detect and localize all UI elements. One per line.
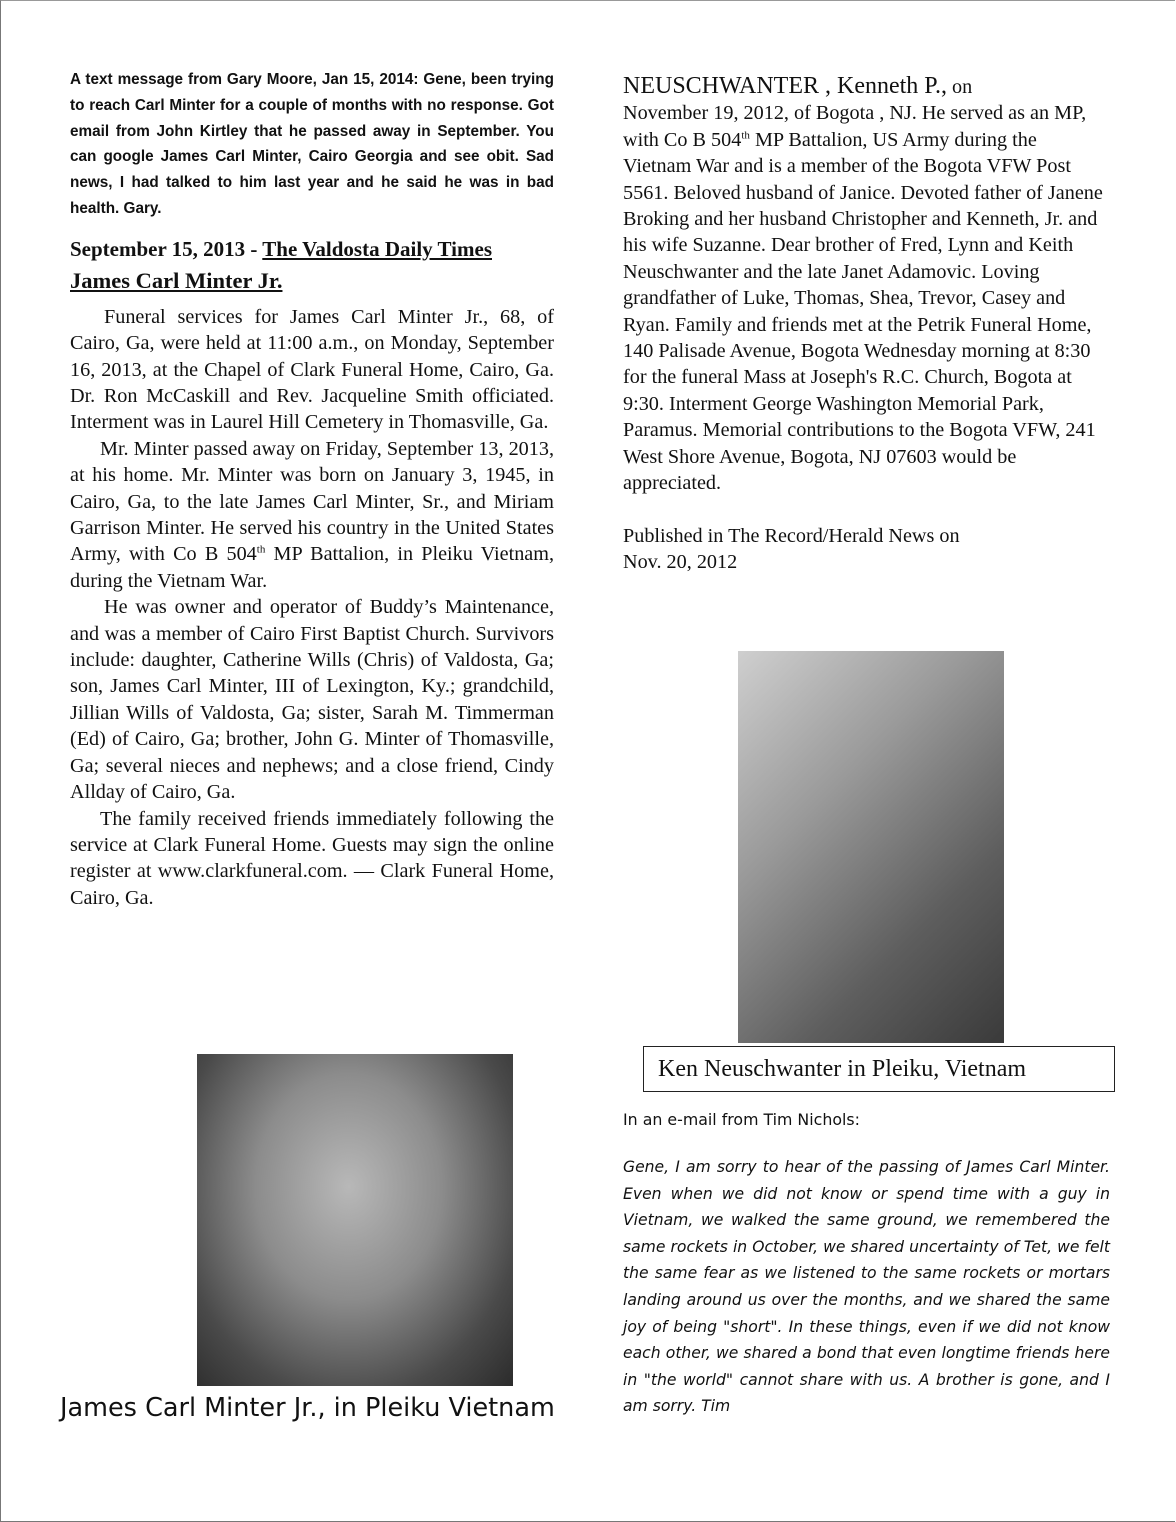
obit-source-line (70, 236, 554, 262)
obit-paragraph: Funeral services for James Carl Minter Jr., 68, of Cairo, Ga, were held at 11:00 a.m., on Monday, September 16, 2013, at the Chapel of Clark Funeral Home, Cairo, Ga. Dr. Ron McCaskill and Rev. Jacqueline Smith officiated. Interment was in Laurel Hill Cemetery in Thomasville, Ga. (70, 305, 554, 434)
obit-title: James Carl Minter Jr. (70, 267, 283, 293)
ken-obit-body: MP Battalion, US Army during the Vietnam War and is a member of the Bogota VFW Post 5561. Beloved husband of Janice. Devoted father of Janene Broking and her husband Christopher and Kenneth, Jr. and his wife Suzanne. Dear brother of Fred, Lynn and Keith Neuschwanter and the late Janet Adamovic. Loving grandfather of Luke, Thomas, Shea, Trevor, Casey and Ryan. Family and friends met at the Petrik Funeral Home, 140 Palisade Avenue, Bogota Wednesday morning at 8:30 for the funeral Mass at Joseph's R.C. Church, Bogota at 9:30. Interment George Washington Memorial Park, Paramus. Memorial contributions to the Bogota VFW, 241 West Shore Avenue, Bogota, NJ 07603 would be appreciated. (623, 128, 1103, 495)
minter-photo-caption: James Carl Minter Jr., in Pleiku Vietnam (60, 1393, 555, 1423)
published-note (623, 523, 1109, 576)
published-line: Published in The Record/Herald News on (623, 524, 960, 547)
ken-obit-text (623, 73, 1109, 497)
obit-paragraph (70, 436, 554, 594)
ordinal-suffix: th (741, 129, 750, 142)
obit-paragraph: The family received friends immediately following the service at Clark Funeral Home. Guests may sign the online register at www.clarkfuneral.com. — Clark Funeral Home, Cairo, Ga. (70, 807, 554, 909)
email-body: Gene, I am sorry to hear of the passing of James Carl Minter. Even when we did not know or spend time with a guy in Vietnam, we walked the same ground, we remembered the same rockets in October, we shared uncertainty of Tet, we felt the same fear as we listened to the same rockets or mortars landing around us over the months, and we shared the same joy of being "short". In these things, even if we did not know each other, we shared a bond that even longtime friends here in "the world" cannot share with us. A brother is gone, and I am sorry. Tim (623, 1158, 1110, 1416)
obit-source-date: September 15, 2013 - (70, 236, 263, 261)
ken-name-on: on (947, 76, 973, 98)
obit-paragraph-text: MP Battalion, in Pleiku Vietnam, during the Vietnam War. (70, 543, 554, 592)
text-message: A text message from Gary Moore, Jan 15, 2014: Gene, been trying to reach Carl Minter for a couple of months with no response. Got email from John Kirtley that he passed away in September. You can google James Carl Minter, Cairo Georgia and see obit. Sad news, I had talked to him last year and he said he was in bad health. Gary. (70, 71, 554, 217)
neuschwanter-photo (738, 651, 1004, 1043)
obit-body (70, 304, 554, 911)
ken-name-caps: NEUSCHWANTER (623, 73, 819, 99)
ken-name-rest: , Kenneth P., (819, 73, 947, 99)
right-column (623, 73, 1109, 575)
minter-photo (197, 1054, 513, 1386)
published-line: Nov. 20, 2012 (623, 550, 738, 573)
ordinal-suffix: th (256, 543, 266, 556)
obit-paragraph: He was owner and operator of Buddy’s Maintenance, and was a member of Cairo First Baptist Church. Survivors include: daughter, Catherine Wills (Chris) of Valdosta, Ga; son, James Carl Minter, III of Lexington, Ky.; grandchild, Jillian Wills of Valdosta, Ga; sister, Sarah M. Timmerman (Ed) of Cairo, Ga; brother, John G. Minter of Thomasville, Ga; several nieces and nephews; and a close friend, Cindy Allday of Cairo, Ga. (70, 596, 554, 804)
obit-paragraph-text: Mr. Minter passed away on Friday, September 13, 2013, at his home. Mr. Minter was born on January 3, 1945, in Cairo, Ga, to the late James Carl Minter, Sr., and Miriam Garrison Minter. He served his country in the United States Army, with Co B 504 (70, 437, 554, 566)
neuschwanter-photo-caption: Ken Neuschwanter in Pleiku, Vietnam (643, 1046, 1115, 1092)
left-column (70, 67, 554, 911)
ken-obit-body: November 19, 2012, of Bogota , NJ. He served as an MP, with Co B 504 (623, 102, 1087, 151)
email-intro: In an e-mail from Tim Nichols: (623, 1110, 860, 1129)
obit-source-paper: The Valdosta Daily Times (262, 236, 492, 261)
